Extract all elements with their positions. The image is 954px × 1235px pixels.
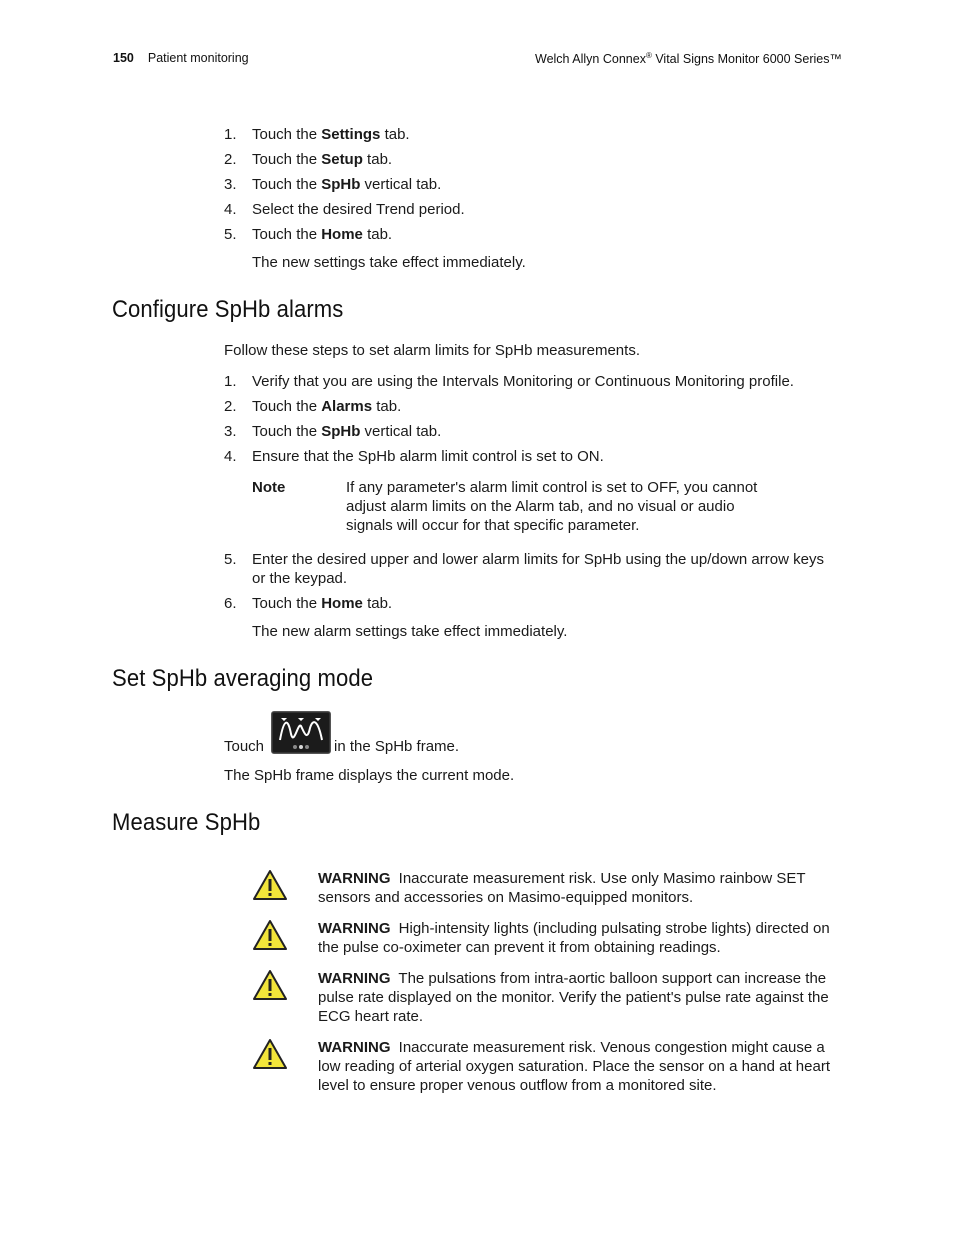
alarms-heading: Configure SpHb alarms bbox=[112, 296, 344, 323]
warning-label: WARNING bbox=[318, 1039, 391, 1056]
trend-result-text: The new settings take effect immediately. bbox=[252, 254, 526, 271]
alarms-intro: Follow these steps to set alarm limits for SpHb measurements. bbox=[224, 342, 640, 359]
list-item: 3. Touch the SpHb vertical tab. bbox=[224, 423, 442, 440]
warning-text: High-intensity lights (including pulsating strobe lights) directed on the pulse co-oximeter can prevent it from obtaining readings. bbox=[318, 920, 830, 956]
averaging-result-text: The SpHb frame displays the current mode. bbox=[224, 767, 515, 784]
page-header-right bbox=[535, 51, 842, 66]
list-item: 3. Touch the SpHb vertical tab. bbox=[224, 176, 442, 193]
list-item: 2. Touch the Alarms tab. bbox=[224, 398, 402, 415]
warning-label: WARNING bbox=[318, 970, 391, 987]
warning-text: Inaccurate measurement risk. Venous congestion might cause a low reading of arterial oxygen saturation. Place the sensor on a hand at heart level to ensure proper venous outflow from a monitored site. bbox=[318, 1039, 830, 1094]
registered-mark: ® bbox=[645, 51, 652, 60]
warning-icon bbox=[252, 919, 288, 951]
averaging-mode-icon[interactable] bbox=[271, 711, 331, 754]
list-item: 1. Verify that you are using the Intervals Monitoring or Continuous Monitoring profile. bbox=[224, 373, 794, 390]
warning-icon bbox=[252, 1038, 288, 1070]
alarm-steps-list-continued bbox=[224, 550, 824, 619]
warning-text: The pulsations from intra-aortic balloon support can increase the pulse rate displayed on the monitor. Verify the patient's pulse rate against the ECG heart rate. bbox=[318, 970, 829, 1025]
trend-steps-list bbox=[224, 125, 844, 250]
list-item: 2. Touch the Setup tab. bbox=[224, 151, 393, 168]
list-item: 4. Ensure that the SpHb alarm limit control is set to ON. bbox=[224, 448, 604, 465]
list-item: 5. Enter the desired upper and lower alarm limits for SpHb using the up/down arrow keys or the keypad. bbox=[224, 551, 824, 587]
alarms-result-text: The new alarm settings take effect immediately. bbox=[252, 623, 568, 640]
list-item: 1. Touch the Settings tab. bbox=[224, 126, 410, 143]
alarm-steps-list bbox=[224, 372, 844, 472]
product-name: Welch Allyn Connex bbox=[535, 52, 646, 67]
note-text: If any parameter's alarm limit control is set to OFF, you cannot adjust alarm limits on the Alarm tab, and no visual or audio signals will occur for that specific parameter. bbox=[346, 479, 758, 534]
warning-icon bbox=[252, 869, 288, 901]
touch-suffix-text: in the SpHb frame. bbox=[334, 738, 460, 755]
warning-label: WARNING bbox=[318, 870, 391, 887]
page-header-left bbox=[113, 51, 249, 65]
warning-icon bbox=[252, 969, 288, 1001]
measure-heading: Measure SpHb bbox=[112, 809, 261, 836]
list-item: 5. Touch the Home tab. bbox=[224, 226, 393, 243]
page-number: 150 bbox=[113, 51, 134, 65]
warning-text: Inaccurate measurement risk. Use only Masimo rainbow SET sensors and accessories on Masimo-equipped monitors. bbox=[318, 870, 806, 906]
list-item: 6. Touch the Home tab. bbox=[224, 595, 393, 612]
touch-text: Touch bbox=[224, 738, 265, 755]
list-item: 4. Select the desired Trend period. bbox=[224, 201, 465, 218]
product-series: Vital Signs Monitor 6000 Series™ bbox=[651, 52, 842, 67]
warning-label: WARNING bbox=[318, 920, 391, 937]
averaging-heading: Set SpHb averaging mode bbox=[112, 665, 374, 692]
note-label: Note bbox=[252, 479, 286, 496]
section-title: Patient monitoring bbox=[147, 51, 249, 65]
